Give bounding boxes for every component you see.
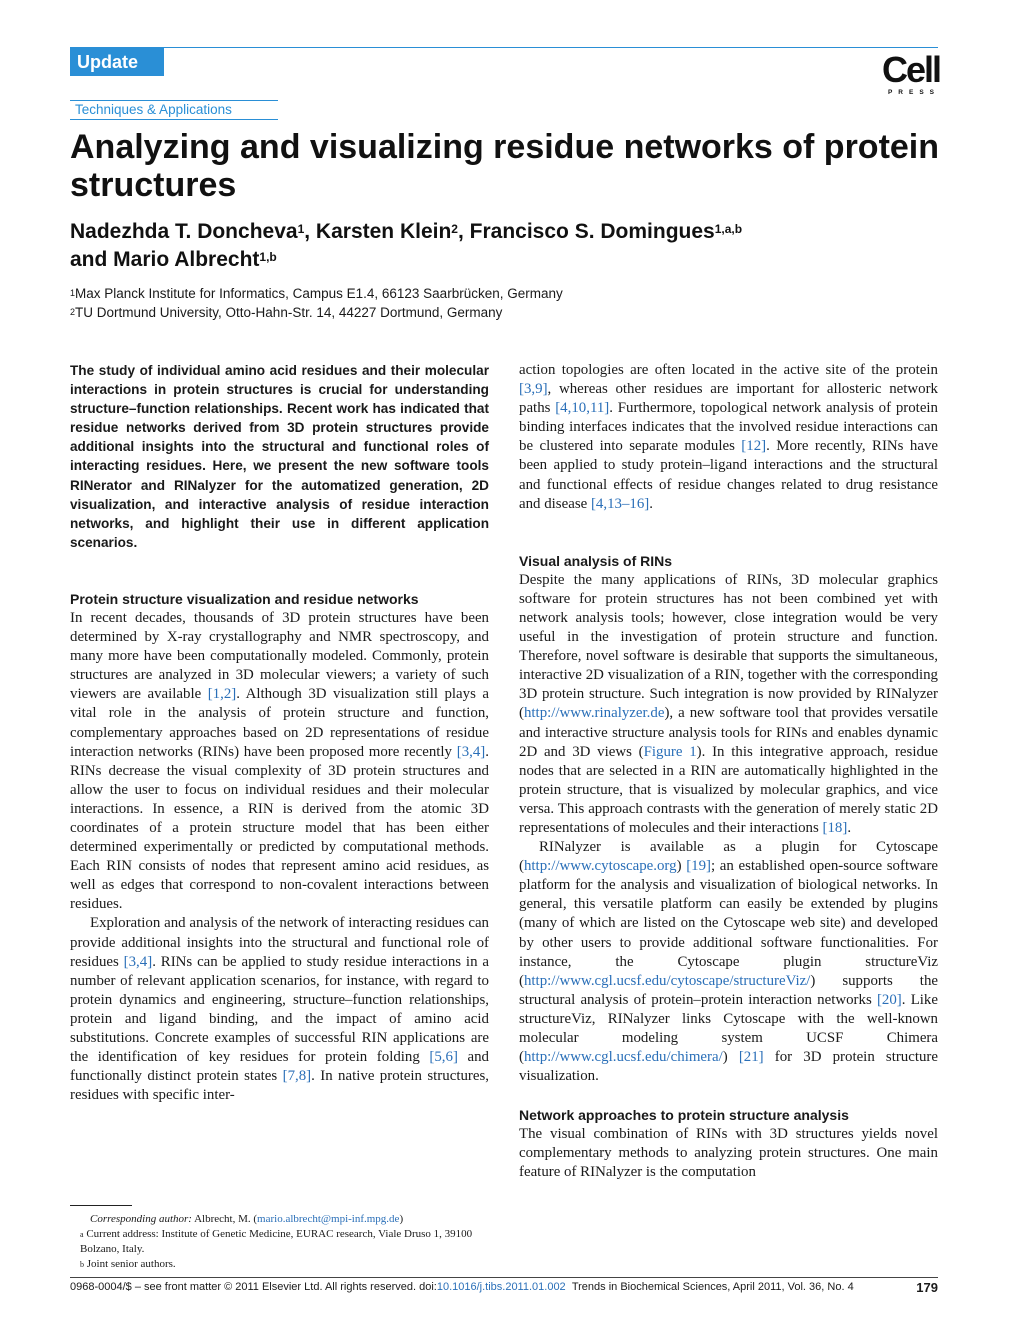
paragraph: Exploration and analysis of the network of interacting residues can provide additional insights into the structural and functional role of residues [3,4]. RINs can be applied to study residue interactions in a number of relevant application scenarios, for instance, with regard to protein dynamics and engineering, structure–function relationships, protein and ligand binding, and the impact of amino acid substitutions. Concrete examples of successful RIN applications are the identification of key residues for protein folding [5,6] and functionally distinct protein states [7,8]. In native protein structures, residues with specific inter- xyxy=(70,915,489,1104)
top-rule xyxy=(70,47,938,48)
logo-word: Cell xyxy=(881,49,940,90)
author-sup: 2 xyxy=(451,222,458,236)
affiliation: $^2$TU Dortmund University, Otto-Hahn-Str. 14, 44227 Dortmund, Germany xyxy=(70,305,503,320)
paragraph: In recent decades, thousands of 3D protein structures have been determined by X-ray crystallography and NMR spectroscopy, and many more have been computationally modeled. Commonly, protein structures are analyzed in 3D molecular viewers; a variety of such viewers are available [1,2]. Although 3D visualization still plays a vital role in the analysis of protein structure and function, complementary approaches based on 2D representations of residue interaction networks (RINs) have been proposed more recently [3,4]. RINs decrease the visual complexity of 3D protein structures and allow the user to focus on individual residues and their molecular interactions. In essence, a RIN is derived from the atomic 3D coordinates of a protein structure model that has been either determined experimentally or predicted by computational methods. Each RIN consists of nodes that represent amino acid residues, as well as edges that correspond to non-covalent interactions between residues. xyxy=(70,609,489,913)
section-label: Techniques & Applications xyxy=(70,100,278,120)
paragraph: action topologies are often located in the active site of the protein [3,9], whereas other residues are important for allosteric network paths [4,10,11]. Furthermore, topological network analysis of protein binding interfaces indicates that the involved residue interactions can be clustered into separate modules [12]. More recently, RINs have been applied to study protein–ligand interactions and the structural and functional effects of residue changes related to drug resistance and disease [4,13–16]. xyxy=(519,362,939,512)
citation-link[interactable]: [3,4] xyxy=(456,743,486,760)
section-heading: Protein structure visualization and residue networks xyxy=(70,590,419,607)
author-name: Karsten Klein xyxy=(315,220,452,243)
footnote-a: $^a$ Current address: Institute of Genetic Medicine, EURAC research, Viale Druso 1, 39100 Bolzano, Italy. xyxy=(80,1228,473,1255)
citation-link[interactable]: [21] xyxy=(738,1049,764,1066)
section-heading: Network approaches to protein structure analysis xyxy=(519,1107,849,1124)
author-name: Nadezhda T. Doncheva xyxy=(70,220,298,243)
url-link[interactable]: http://www.cgl.ucsf.edu/cytoscape/structureViz/ xyxy=(523,972,811,989)
update-badge: Update xyxy=(70,48,164,76)
logo-press: PRESS xyxy=(887,89,940,96)
author-sup: 1,b xyxy=(259,250,277,264)
author-name: Mario Albrecht xyxy=(113,248,260,271)
affiliations xyxy=(70,284,950,322)
footer-left: 0968-0004/$ – see front matter © 2011 Elsevier Ltd. All rights reserved. doi:10.1016/j.tibs.2011.01.002 Trends in Biochemical Sciences, April 2011, Vol. 36, No. 4 xyxy=(70,1281,854,1293)
paragraph: RINalyzer is available as a plugin for Cytoscape (http://www.cytoscape.org) [19]; an established open-source software platform for the analysis and visualization of biological networks. In general, this versatile platform can easily be extended by plugins (many of which are listed on the Cytoscape web site) and developed by other users to provide additional software functionalities. For instance, the Cytoscape plugin structureViz (http://www.cgl.ucsf.edu/cytoscape/structureViz/) supports the structural analysis of protein–protein interaction networks [20]. Like structureViz, RINalyzer links Cytoscape with the well-known molecular modeling system UCSF Chimera (http://www.cgl.ucsf.edu/chimera/) [21] for 3D protein structure visualization. xyxy=(519,839,939,1085)
url-link[interactable]: http://www.cgl.ucsf.edu/chimera/ xyxy=(523,1049,723,1066)
email-link[interactable]: mario.albrecht@mpi-inf.mpg.de xyxy=(257,1213,400,1225)
footnotes xyxy=(70,1212,489,1272)
paragraph: Despite the many applications of RINs, 3D molecular graphics software for protein structures has not been combined yet with network analysis tools; however, close integration would be very useful in the investigation of protein structure and function. Therefore, novel software is desirable that supports the simultaneous, interactive 2D visualization of a RIN, together with the corresponding 3D protein structure. Such integration is now provided by RINalyzer (http://www.rinalyzer.de), a new software tool that provides versatile and interactive structure analysis tools for RINs and enables dynamic 2D and 3D views (Figure 1). In this integrative approach, residue nodes that are selected in a RIN are automatically highlighted in the protein structure, that is visualized by molecular graphics, and vice versa. This approach contrasts with the generation of merely static 2D representations of molecules and their interactions [18]. xyxy=(519,571,938,836)
affiliation: $^1$Max Planck Institute for Informatics, Campus E1.4, 66123 Saarbrücken, Germany xyxy=(70,286,563,301)
citation-link[interactable]: [12] xyxy=(741,438,767,455)
author-list: Nadezhda T. Doncheva$^1$, Karsten Klein$^2$, Francisco S. Domingues$^{1,a,b}$ and Mario Albrecht$^{1,b}$ xyxy=(70,220,743,271)
citation-link[interactable]: [7,8] xyxy=(282,1068,312,1085)
author-name: Francisco S. Domingues xyxy=(469,220,715,243)
doi-link[interactable]: 10.1016/j.tibs.2011.01.002 xyxy=(436,1281,566,1293)
citation-link[interactable]: [1,2] xyxy=(207,686,237,703)
footnote-rule xyxy=(70,1205,132,1206)
citation-link[interactable]: [20] xyxy=(876,991,902,1008)
url-link[interactable]: http://www.rinalyzer.de xyxy=(523,705,665,722)
page-number: 179 xyxy=(916,1280,938,1295)
page-footer xyxy=(70,1280,938,1295)
citation-link[interactable]: [3,4] xyxy=(123,953,153,970)
article-title: Analyzing and visualizing residue networks of protein structures xyxy=(70,128,940,204)
citation-link[interactable]: [19] xyxy=(686,858,712,875)
section-heading: Visual analysis of RINs xyxy=(519,552,673,569)
right-column xyxy=(519,361,938,1183)
figure-link[interactable]: Figure 1 xyxy=(643,743,697,760)
left-column xyxy=(70,361,489,1105)
url-link[interactable]: http://www.cytoscape.org xyxy=(523,858,677,875)
author-sup: 1,a,b xyxy=(714,222,743,236)
citation-link[interactable]: [4,13–16] xyxy=(590,495,650,512)
citation-link[interactable]: [5,6] xyxy=(429,1049,458,1066)
footnote-b: $^b$ Joint senior authors. xyxy=(80,1258,176,1270)
citation-link[interactable]: [3,9] xyxy=(519,381,548,398)
footer-rule xyxy=(70,1277,938,1278)
journal-info: Trends in Biochemical Sciences, April 2011, Vol. 36, No. 4 xyxy=(571,1281,854,1293)
paragraph: The visual combination of RINs with 3D structures yields novel complementary methods to analyzing protein structures. One main feature of RINalyzer is the computation xyxy=(519,1126,938,1181)
citation-link[interactable]: [4,10,11] xyxy=(555,400,610,417)
author-sup: 1 xyxy=(297,222,305,236)
cell-press-logo xyxy=(874,49,940,97)
abstract: The study of individual amino acid residues and their molecular interactions in protein structures is crucial for understanding structure–function relationships. Recent work has indicated that residue networks derived from 3D protein structures provide additional insights into the structural and functional roles of interacting residues. Here, we present the new software tools RINerator and RINalyzer for the automatized generation, 2D visualization, and interactive analysis of residue interaction networks, and highlight their use in different application scenarios. xyxy=(70,363,489,550)
corresponding-author: Corresponding author: Albrecht, M. (mario.albrecht@mpi-inf.mpg.de) xyxy=(90,1213,404,1225)
citation-link[interactable]: [18] xyxy=(822,819,848,836)
